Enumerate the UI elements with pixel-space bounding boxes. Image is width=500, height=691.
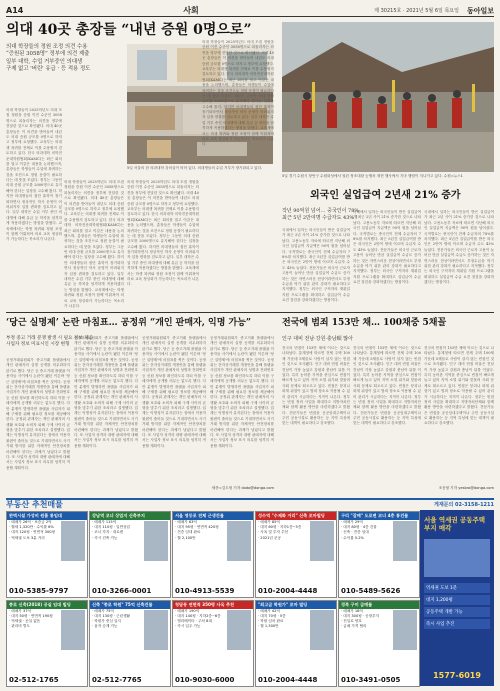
ad-phone[interactable]: 02-512-7765 xyxy=(92,675,142,684)
article3-body: 공정거래위원회가 중고거래 플랫폼에서 개인 판매자의 실명 공개를 의무화하지 않기로 했다. 당근 등 중고거래 플랫폼 이용자들 사이에서 논란이 됐던 이른바 '당근 실명제'에 마침표를 찍은 것이다. 공정위는 전자상거래법 개정안을 통해 플랫폼 사업자가 개인 판매자의 성명과 전화번호 등 신원 정보를 확인하도록 하되 이를 구매자에게 공개할 의무는 없도록 했다. 다만 분쟁이 발생하면 플랫폼 사업자가 피해 구제를 위해 필요한 정보를 제공해야 한다. 공정위 관계자는 개인 판매자의 사생활 보호와 소비자 피해 구제 사이의 균형을 맞추기 위한 조치라고 설명했다. 업계는 익명성이 유지된다는 점에서 이용자 불편이 줄어들 것으로 기대하면서도 사기 거래 방지를 위한 자체적인 안전장치를 마련해야 한다는 과제가 남았다고 밝혔다. 또 사업자 성격의 대량 판매자에 대해서는 사업자 정보 표시 의무를 엄격히 적용할 계획이다. xyxy=(6,358,70,470)
ad-listing[interactable] xyxy=(6,600,88,687)
article2-body-col3: 국내에서 일하는 외국인들이 받은 실업급여가 최근 2년 사이 21% 증가한 것으로 나타났다. 고용노동부 자료에 따르면 지난해 외국인 실업급여 지급액은 90억 원을 넘어섰다. 국적별로는 중국인이 전체 수급자의 78%를 차지했다. 최근 5년간 실업급여를 받은 외국인은 2만여 명에 이르며 수급자 수도 43% 늘었다. 전문가들은 외국인 근로자 고용이 늘어난 만큼 실업급여 수급도 증가하는 것은 자연스러운 현상이라면서도 부정수급을 막기 위한 관리 강화가 필요하다고 지적했다. 정부는 외국인 구직자의 재취업 지원 프로그램을 확대하고 실업급여 수급 요건 점검을 강화하겠다는 방침이다. xyxy=(424,210,494,285)
ad-detail-line: · 매매가 85억 xyxy=(258,520,280,524)
ad-detail-line: · 융자 승계 가능 xyxy=(92,624,118,629)
ad-listing[interactable] xyxy=(338,511,420,598)
ad-detail-line: · 대지 130평 · 근린생활 xyxy=(92,613,131,618)
ad-listing[interactable] xyxy=(89,600,171,687)
ad-title: 청담동 연면적 350평 사옥 추천 xyxy=(173,601,253,609)
ad-detail-line: · 대지 110평 · 일반상업 xyxy=(92,525,131,530)
ad-detail-line: · 급매 가격 협의 xyxy=(341,624,367,629)
ad-detail-line: · 역세권 도보 3분 거리 xyxy=(9,535,45,540)
section-name: 사회 xyxy=(183,6,199,15)
ads-header xyxy=(6,498,494,509)
ad-detail-line: · 사옥 및 투자 추천 xyxy=(258,530,289,535)
ad-phone[interactable]: 010-2004-4448 xyxy=(258,675,318,684)
article4-byline: 조응형 기자 yesbro@donga.com xyxy=(438,486,494,490)
ad-title: 경북 구미 급매물 xyxy=(339,601,419,609)
article2-photo xyxy=(282,22,494,172)
ad-title: 구리 "갈매" 도로변 코너 4층 통건물 xyxy=(339,512,419,520)
masthead xyxy=(6,5,494,17)
ad-detail-line: · 월 2,100만 xyxy=(175,535,196,540)
ad-title: 서울 영등포 전체 근생건물 xyxy=(173,512,253,520)
ad-phone[interactable]: 010-5385-9797 xyxy=(9,587,69,595)
banner-image xyxy=(424,539,490,577)
newspaper-logo: 동아일보 xyxy=(466,5,494,15)
article2-headline: 외국인 실업급여 2년새 21% 증가 xyxy=(310,190,461,201)
ad-detail-line: · 매매가 115억 xyxy=(92,520,117,524)
ad-banner[interactable] xyxy=(420,510,494,686)
ad-title: 강남역 코너 상업지 신축부지 xyxy=(90,512,170,520)
ad-detail-line: · 진입로 양호 xyxy=(341,618,362,623)
article3-headline: ‘당근 실명제’ 논란 마침표… 공정위 “개인 판매자, 익명 가능” xyxy=(6,318,252,328)
divider xyxy=(6,312,494,313)
article3-body-col2: 공정거래위원회가 중고거래 플랫폼에서 개인 판매자의 실명 공개를 의무화하지 않기로 했다. 당근 등 중고거래 플랫폼 이용자들 사이에서 논란이 됐던 이른바 '당근 실명제'에 마침표를 찍은 것이다. 공정위는 전자상거래법 개정안을 통해 플랫폼 사업자가 개인 판매자의 성명과 전화번호 등 신원 정보를 확인하도록 하되 이를 구매자에게 공개할 의무는 없도록 했다. 다만 분쟁이 발생하면 플랫폼 사업자가 피해 구제를 위해 필요한 정보를 제공해야 한다. 공정위 관계자는 개인 판매자의 사생활 보호와 소비자 피해 구제 사이의 균형을 맞추기 위한 조치라고 설명했다. 업계는 익명성이 유지된다는 점에서 이용자 불편이 줄어들 것으로 기대하면서도 사기 거래 방지를 위한 자체적인 안전장치를 마련해야 한다는 과제가 남았다고 밝혔다. 또 사업자 성격의 대량 판매자에 대해서는 사업자 정보 표시 의무를 엄격히 적용할 계획이다. xyxy=(74,336,138,448)
ad-detail-line: · 매매가 29억 xyxy=(341,520,363,524)
ad-detail-line: · 매매가 37억 xyxy=(9,608,31,613)
ad-building-image xyxy=(144,521,168,561)
ad-detail-line: · 매매가 75억 xyxy=(92,608,114,613)
ad-detail-line: · 대지 120평 · 연면적 300평 xyxy=(9,530,56,535)
banner-phone: 1577-6019 xyxy=(433,671,481,680)
article1-body: 의대 학장들이 2025학년도 의대 모집 정원을 증원 이전 수준인 3058명으로 되돌리자는 의견을 정부에 전달한 것으로 확인됐다. 의대 40곳 총장들은 이 의견을 받아들여 내년도 의대 증원 규모를 0명으로 하자고 정부에 요청했다. 교육부는 의대생 복귀를 전제로 이를 수용할지 검토하고 있다. 한국 의과대학 의학전문대학원협회(KAMC)는 최근 회의를 열고 이같은 내용을 논의했으며, 총장들은 학생들이 수업에 복귀하는 것을 조건으로 정원 동결이 필요하다는 데 뜻을 모았다. 정부는 그동안 의대 증원 규모를 2000명으로 유지해야 한다는 입장을 고수해 왔다. 하지만 의대생들의 집단 휴학이 장기화하면서 정상적인 학사 운영이 어려워지자 입장 변화를 검토하고 있다. 일부 대학은 수업 거부 중인 의대생에 대해 유급 등 학칙을 엄격하게 적용하겠다는 방침을 밝혔다. 교육계에서는 학생 복귀와 정원 조정이 함께 이뤄져야 의료 교육 정상화가 가능하다는 목소리가 나온다. xyxy=(6,108,62,242)
ad-detail-line: · 대지 70평 · 5층 xyxy=(258,613,286,618)
ad-detail-line: · 월 1,500만 xyxy=(258,624,279,629)
ads-section-title: 부동산 추천매물 xyxy=(6,500,63,509)
ad-detail-line: · 매매가 26억 · 보증금 2억 xyxy=(9,520,52,524)
ad-detail-line: · 코너 각지 · 대로변 xyxy=(92,530,124,535)
ad-detail-line: · 수익률 5.2% xyxy=(341,535,364,540)
ad-phone[interactable]: 02-512-1765 xyxy=(9,675,59,684)
ad-building-image xyxy=(227,521,251,561)
article1-photo-caption: 5일 서울의 한 의과대학 강의실이 비어 있다. 의대생들의 수업 거부가 장기화되고 있다. xyxy=(127,166,263,170)
banner-items xyxy=(420,579,494,633)
article4-headline: 전국에 범죄 153만 채… 100채중 5채꼴 xyxy=(282,318,447,328)
ad-detail-line: · 대지 300평 · 공장부지 xyxy=(341,613,380,618)
article3-body-col4: 공정거래위원회가 중고거래 플랫폼에서 개인 판매자의 실명 공개를 의무화하지 않기로 했다. 당근 등 중고거래 플랫폼 이용자들 사이에서 논란이 됐던 이른바 '당근 실명제'에 마침표를 찍은 것이다. 공정위는 전자상거래법 개정안을 통해 플랫폼 사업자가 개인 판매자의 성명과 전화번호 등 신원 정보를 확인하도록 하되 이를 구매자에게 공개할 의무는 없도록 했다. 다만 분쟁이 발생하면 플랫폼 사업자가 피해 구제를 위해 필요한 정보를 제공해야 한다. 공정위 관계자는 개인 판매자의 사생활 보호와 소비자 피해 구제 사이의 균형을 맞추기 위한 조치라고 설명했다. 업계는 익명성이 유지된다는 점에서 이용자 불편이 줄어들 것으로 기대하면서도 사기 거래 방지를 위한 자체적인 안전장치를 마련해야 한다는 과제가 남았다고 밝혔다. 또 사업자 성격의 대량 판매자에 대해서는 사업자 정보 표시 의무를 엄격히 적용할 계획이다. xyxy=(210,336,274,448)
ad-phone[interactable]: 010-3266-0001 xyxy=(92,587,152,595)
ad-phone[interactable]: 010-3491-0505 xyxy=(341,675,401,684)
ad-building-image xyxy=(144,610,168,650)
ad-listing[interactable] xyxy=(338,600,420,687)
ad-title: 종로 신축(2018) 공실 임대 빌딩 xyxy=(7,601,87,609)
issue-info: 제 30215호 · 2021년 5월 6일 목요일 xyxy=(374,8,459,14)
ad-detail-line: · 대지 95평 · 연면적 420평 xyxy=(175,525,219,530)
ad-building-image xyxy=(393,610,417,650)
ad-phone[interactable]: 010-4913-5539 xyxy=(175,587,235,595)
ad-phone[interactable]: 010-2004-4448 xyxy=(258,587,318,595)
ad-detail-line: · 대지 80평 · 4층 건물 xyxy=(341,525,377,530)
article2-subhead: 작년 90억원 넘어… 중국인이 78% 최근 5년 2만여명 수급자도 43%↑ xyxy=(282,208,360,221)
ad-detail-line: · 대지 50평 · 연면적 190평 xyxy=(9,613,53,618)
banner-item: 공동주택 개발 가능 xyxy=(424,607,490,617)
article2-photo-caption: 5일 경기 수원시 장안구 수원화성에서 열린 정조대왕 능행차 재현 행사에서 기마 행렬이 지나가고 있다. 수원=뉴스1 xyxy=(282,174,463,178)
ad-title: 완벽시설 가성비 원룸 통임대 xyxy=(7,512,87,520)
ad-title: 신축 "종로 학원" 75억 신축건물 xyxy=(90,601,170,609)
ad-detail-line: · 즉시 입주 가능 xyxy=(175,624,201,629)
page-number: A14 xyxy=(6,6,24,15)
banner-title: 서울 역세권 공동주택 부지 매각 xyxy=(424,516,486,533)
article1-headline: 의대 40곳 총장들 “내년 증원 0명으로” xyxy=(6,22,252,38)
ad-title: "최고급 학원가" 꼬마 빌딩 xyxy=(256,601,336,609)
article4-body-col2: 전국의 빈집이 153만 채에 이르는 것으로 나타났다. 통계청에 따르면 전체 주택 100채 가운데 5채꼴로 사람이 살지 않는 빈집인 것으로 조사됐다. 인구 대비 빈집 비율은 전남이 가장 높았고 강원과 충남이 뒤를 이었다. 특히 농어촌 지역을 중심으로 빈집이 빠르게 늘고 있어 지역 소멸 위기와 맞물려 사회 문제로 떠오르고 있다. 빈집은 붕괴나 화재 위험이 있고 범죄 장소로 악용될 수 있어 관리가 시급하다는 지적이 나온다. 정부는 빈집 정비 사업을 확대하고 지방자치단체와 함께 활용 방안을 마련하겠다고 밝혔다. 전문가들은 빈집을 공공임대주택이나 주민 공동시설로 활용하는 등 지역 특성에 맞는 대책이 필요하다고 강조했다. xyxy=(353,346,421,426)
article2-body: 국내에서 일하는 외국인들이 받은 실업급여가 최근 2년 사이 21% 증가한 것으로 나타났다. 고용노동부 자료에 따르면 지난해 외국인 실업급여 지급액은 90억 원을 넘어섰다. 국적별로는 중국인이 전체 수급자의 78%를 차지했다. 최근 5년간 실업급여를 받은 외국인은 2만여 명에 이르며 수급자 수도 43% 늘었다. 전문가들은 외국인 근로자 고용이 늘어난 만큼 실업급여 수급도 증가하는 것은 자연스러운 현상이라면서도 부정수급을 막기 위한 관리 강화가 필요하다고 지적했다. 정부는 외국인 구직자의 재취업 지원 프로그램을 확대하고 실업급여 수급 요건 점검을 강화하겠다는 방침이다. xyxy=(282,228,350,303)
ad-detail-line: · 대지 60평 · 지하1층~5층 xyxy=(258,525,302,530)
banner-item: 대지 1,200평 xyxy=(424,595,490,605)
ad-detail-line: · 매매가 63억 xyxy=(175,520,197,524)
ad-detail-line: · 대지 140평 · 지하2층~6층 xyxy=(175,613,221,618)
ad-detail-line: · 2021년 준공 xyxy=(258,535,281,540)
ad-listing[interactable] xyxy=(6,511,88,598)
ad-listing[interactable] xyxy=(89,511,171,598)
article1-body-col2: 의대 학장들이 2025학년도 의대 모집 정원을 증원 이전 수준인 3058명으로 되돌리자는 의견을 정부에 전달한 것으로 확인됐다. 의대 40곳 총장들은 이 의견을 받아들여 내년도 의대 증원 규모를 0명으로 하자고 정부에 요청했다. 교육부는 의대생 복귀를 전제로 이를 수용할지 검토하고 있다. 한국 의과대학 의학전문대학원협회(KAMC)는 최근 회의를 열고 이같은 내용을 논의했으며, 총장들은 학생들이 수업에 복귀하는 것을 조건으로 정원 동결이 필요하다는 데 뜻을 모았다. 정부는 그동안 의대 증원 규모를 2000명으로 유지해야 한다는 입장을 고수해 왔다. 하지만 의대생들의 집단 휴학이 장기화하면서 정상적인 학사 운영이 어려워지자 입장 변화를 검토하고 있다. 일부 대학은 수업 거부 중인 의대생에 대해 유급 등 학칙을 엄격하게 적용하겠다는 방침을 밝혔다. 교육계에서는 학생 복귀와 정원 조정이 함께 이뤄져야 의료 교육 정상화가 가능하다는 목소리가 나온다. xyxy=(64,180,124,308)
article4-subhead: 인구 대비 전남·강원·충남順 많아 xyxy=(282,336,353,342)
ad-detail-line: · 즉시 건축 가능 xyxy=(92,535,118,540)
article4-body: 전국의 빈집이 153만 채에 이르는 것으로 나타났다. 통계청에 따르면 전체 주택 100채 가운데 5채꼴로 사람이 살지 않는 빈집인 것으로 조사됐다. 인구 대비 빈집 비율은 전남이 가장 높았고 강원과 충남이 뒤를 이었다. 특히 농어촌 지역을 중심으로 빈집이 빠르게 늘고 있어 지역 소멸 위기와 맞물려 사회 문제로 떠오르고 있다. 빈집은 붕괴나 화재 위험이 있고 범죄 장소로 악용될 수 있어 관리가 시급하다는 지적이 나온다. 정부는 빈집 정비 사업을 확대하고 지방자치단체와 함께 활용 방안을 마련하겠다고 밝혔다. 전문가들은 빈집을 공공임대주택이나 주민 공동시설로 활용하는 등 지역 특성에 맞는 대책이 필요하다고 강조했다. xyxy=(282,346,350,426)
ad-building-image xyxy=(227,610,251,650)
article2-body-col2: 국내에서 일하는 외국인들이 받은 실업급여가 최근 2년 사이 21% 증가한 것으로 나타났다. 고용노동부 자료에 따르면 지난해 외국인 실업급여 지급액은 90억 원을 넘어섰다. 국적별로는 중국인이 전체 수급자의 78%를 차지했다. 최근 5년간 실업급여를 받은 외국인은 2만여 명에 이르며 수급자 수도 43% 늘었다. 전문가들은 외국인 근로자 고용이 늘어난 만큼 실업급여 수급도 증가하는 것은 자연스러운 현상이라면서도 부정수급을 막기 위한 관리 강화가 필요하다고 지적했다. 정부는 외국인 구직자의 재취업 지원 프로그램을 확대하고 실업급여 수급 요건 점검을 강화하겠다는 방침이다. xyxy=(353,210,421,285)
ad-detail-line: · 학원가 중심 입지 xyxy=(92,618,121,623)
ad-building-image xyxy=(310,610,334,650)
ad-detail-line: · 월세 1,320만 · 수익률 6% xyxy=(9,525,54,530)
ad-listing[interactable] xyxy=(172,511,254,598)
article4-body-col3: 전국의 빈집이 153만 채에 이르는 것으로 나타났다. 통계청에 따르면 전체 주택 100채 가운데 5채꼴로 사람이 살지 않는 빈집인 것으로 조사됐다. 인구 대비 빈집 비율은 전남이 가장 높았고 강원과 충남이 뒤를 이었다. 특히 농어촌 지역을 중심으로 빈집이 빠르게 늘고 있어 지역 소멸 위기와 맞물려 사회 문제로 떠오르고 있다. 빈집은 붕괴나 화재 위험이 있고 범죄 장소로 악용될 수 있어 관리가 시급하다는 지적이 나온다. 정부는 빈집 정비 사업을 확대하고 지방자치단체와 함께 활용 방안을 마련하겠다고 밝혔다. 전문가들은 빈집을 공공임대주택이나 주민 공동시설로 활용하는 등 지역 특성에 맞는 대책이 필요하다고 강조했다. xyxy=(424,346,494,426)
ad-detail-line: · 엘리베이터 · 주차 8대 xyxy=(175,618,212,623)
ad-building-image xyxy=(61,610,85,650)
ad-listing[interactable] xyxy=(255,511,337,598)
article3-body-col3: 공정거래위원회가 중고거래 플랫폼에서 개인 판매자의 실명 공개를 의무화하지 않기로 했다. 당근 등 중고거래 플랫폼 이용자들 사이에서 논란이 됐던 이른바 '당근 실명제'에 마침표를 찍은 것이다. 공정위는 전자상거래법 개정안을 통해 플랫폼 사업자가 개인 판매자의 성명과 전화번호 등 신원 정보를 확인하도록 하되 이를 구매자에게 공개할 의무는 없도록 했다. 다만 분쟁이 발생하면 플랫폼 사업자가 피해 구제를 위해 필요한 정보를 제공해야 한다. 공정위 관계자는 개인 판매자의 사생활 보호와 소비자 피해 구제 사이의 균형을 맞추기 위한 조치라고 설명했다. 업계는 익명성이 유지된다는 점에서 이용자 불편이 줄어들 것으로 기대하면서도 사기 거래 방지를 위한 자체적인 안전장치를 마련해야 한다는 과제가 남았다고 밝혔다. 또 사업자 성격의 대량 판매자에 대해서는 사업자 정보 표시 의무를 엄격히 적용할 계획이다. xyxy=(142,336,206,448)
article1-body-col4: 의대 학장들이 2025학년도 의대 모집 정원을 증원 이전 수준인 3058명으로 되돌리자는 의견을 정부에 전달한 것으로 확인됐다. 의대 40곳 총장들은 이 의견을 받아들여 내년도 의대 증원 규모를 0명으로 하자고 정부에 요청했다. 교육부는 의대생 복귀를 전제로 이를 수용할지 검토하고 있다. 한국 의과대학 의학전문대학원협회(KAMC)는 최근 회의를 열고 이같은 내용을 논의했으며, 총장들은 학생들이 수업에 복귀하는 것을 조건으로 정원 동결이 필요하다는 데 뜻을 모았다. 정부는 그동안 의대 증원 규모를 2000명으로 유지해야 한다는 입장을 고수해 왔다. 하지만 의대생들의 집단 휴학이 장기화하면서 정상적인 학사 운영이 어려워지자 입장 변화를 검토하고 있다. 일부 대학은 수업 거부 중인 의대생에 대해 유급 등 학칙을 엄격하게 적용하겠다는 방침을 밝혔다. 교육계에서는 학생 복귀와 정원 조정이 함께 이뤄져야 의료 교육 정상화가 가능하다는 목소리가 나온다. xyxy=(202,40,274,147)
article1-body-col3: 의대 학장들이 2025학년도 의대 모집 정원을 증원 이전 수준인 3058명으로 되돌리자는 의견을 정부에 전달한 것으로 확인됐다. 의대 40곳 총장들은 이 의견을 받아들여 내년도 의대 증원 규모를 0명으로 하자고 정부에 요청했다. 교육부는 의대생 복귀를 전제로 이를 수용할지 검토하고 있다. 한국 의과대학 의학전문대학원협회(KAMC)는 최근 회의를 열고 이같은 내용을 논의했으며, 총장들은 학생들이 수업에 복귀하는 것을 조건으로 정원 동결이 필요하다는 데 뜻을 모았다. 정부는 그동안 의대 증원 규모를 2000명으로 유지해야 한다는 입장을 고수해 왔다. 하지만 의대생들의 집단 휴학이 장기화하면서 정상적인 학사 운영이 어려워지자 입장 변화를 검토하고 있다. 일부 대학은 수업 거부 중인 의대생에 대해 유급 등 학칙을 엄격하게 적용하겠다는 방침을 밝혔다. 교육계에서는 학생 복귀와 정원 조정이 함께 이뤄져야 의료 교육 정상화가 가능하다는 목소리가 나온다. xyxy=(127,180,199,287)
article3-byline: 세종=김도형 기자 dodo@donga.com xyxy=(211,486,274,490)
ad-building-image xyxy=(61,521,85,561)
ad-phone[interactable]: 010-5489-5626 xyxy=(341,587,401,595)
article1-subhead: 의대 학장들의 정원 조정 의견 수용 “증원된 3058명” 정부에 의견 제출 일부 대학, 수업 거부중인 의대생 구제 없고 '버린' 유급 · 등 적용 정도 xyxy=(6,44,91,72)
ad-listing[interactable] xyxy=(172,600,254,687)
ad-detail-line: · 매매가 18억 xyxy=(341,608,363,613)
ad-listing[interactable] xyxy=(255,600,337,687)
ad-building-image xyxy=(310,521,334,561)
banner-item: 즉시 사업 추진 xyxy=(424,619,490,629)
article3-subhead: 부정 중고 거래 분쟁 발생 시 필요 정보 제공 사업자 정보 미표시인 시장 변형 xyxy=(6,336,94,348)
ad-phone[interactable]: 010-9030-6000 xyxy=(175,675,235,684)
banner-item: 역세권 도보 1분 xyxy=(424,583,490,593)
ad-detail-line: · 전층 임대 완료 xyxy=(175,530,201,535)
ad-detail-line: · 신축 · 전층 임대 xyxy=(341,530,369,535)
ad-building-image xyxy=(393,521,417,561)
ad-detail-line: · 매매가 190억 xyxy=(175,608,200,613)
ad-detail-line: · 관리비 별도 xyxy=(9,624,30,629)
ad-title: 성수역 "수제화 거리" 신축 꼬마빌딩 xyxy=(256,512,336,520)
ad-detail-line: · 학원 임차 완료 xyxy=(258,618,284,623)
ad-detail-line: · 역세권 · 공실 없음 xyxy=(9,618,41,623)
ads-contact: 게재문의 02-3158-1211 xyxy=(433,502,494,508)
ad-detail-line: · 매매가 42억 xyxy=(258,608,280,613)
